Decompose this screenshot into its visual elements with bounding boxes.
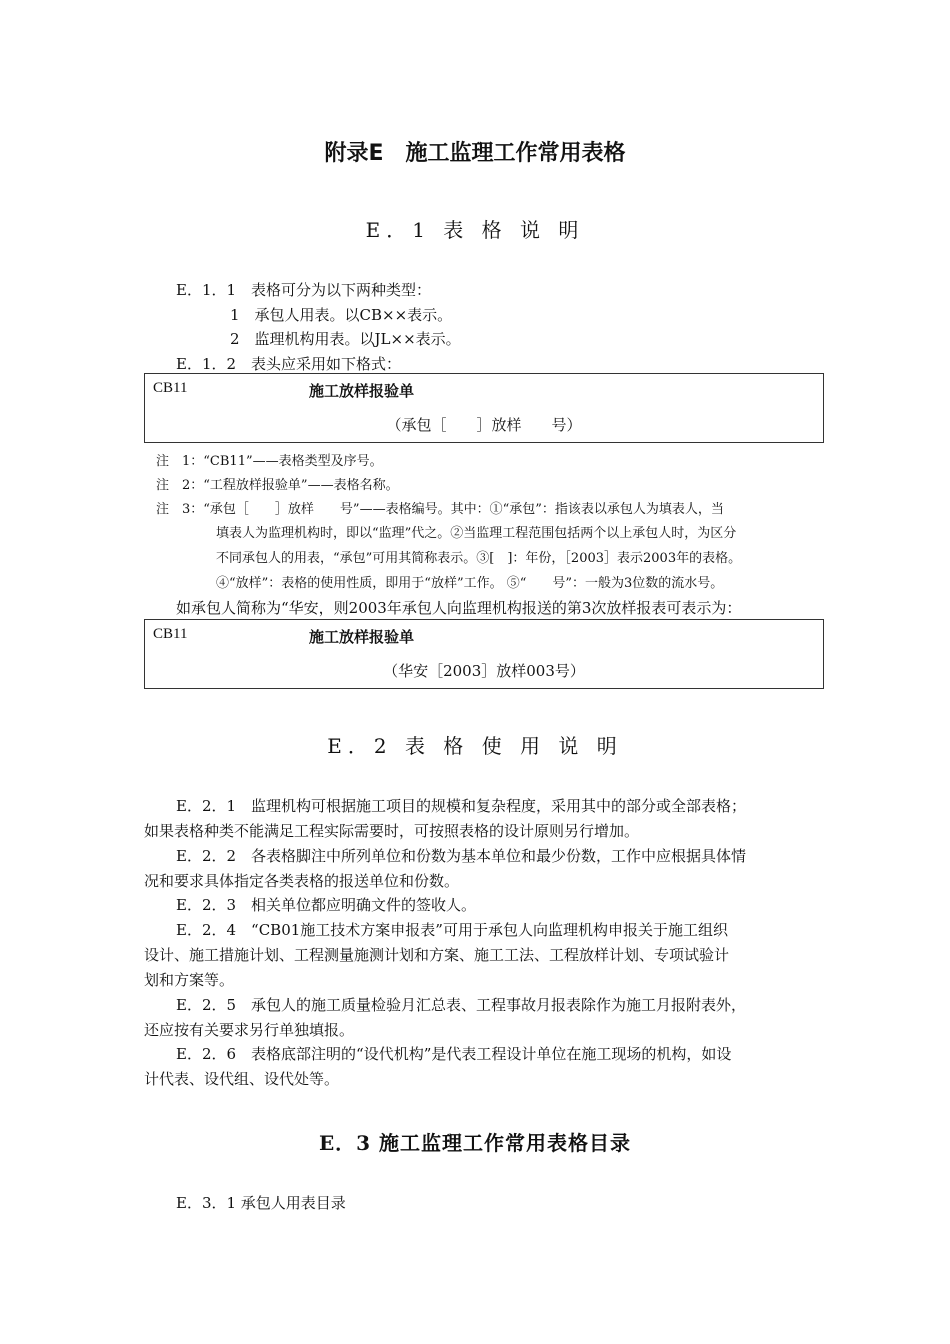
paragraph-line: E．2．5 承包人的施工质量检验月汇总表、工程事故月报表除作为施工月报附表外， xyxy=(176,996,747,1014)
note-3-cont: 不同承包人的用表，“承包”可用其简称表示。③[ ]：年份，［2003］表示2003年的表格。 xyxy=(216,551,742,566)
example-text: 如承包人简称为“华安，则2003年承包人向监理机构报送的第3次放样报表可表示为： xyxy=(176,599,742,617)
note-2: 注 2：“工程放样报验单”——表格名称。 xyxy=(156,478,399,493)
paragraph-line: E．2．3 相关单位都应明确文件的签收人。 xyxy=(176,896,477,914)
form-title: 施工放样报验单 xyxy=(309,382,415,400)
form-header-filled-box xyxy=(144,619,824,689)
form-title: 施工放样报验单 xyxy=(309,628,415,646)
paragraph-line: 况和要求具体指定各类表格的报送单位和份数。 xyxy=(144,872,460,890)
form-code: CB11 xyxy=(153,626,188,642)
clause-e12: E．1．2 表头应采用如下格式： xyxy=(176,355,402,373)
paragraph-line: 划和方案等。 xyxy=(144,971,235,989)
section-heading-e2: E．2 表 格 使 用 说 明 xyxy=(327,734,623,758)
note-1: 注 1：“CB11”——表格类型及序号。 xyxy=(156,454,383,469)
paragraph-line: 设计、施工措施计划、工程测量施测计划和方案、施工工法、工程放样计划、专项试验计 xyxy=(144,946,730,964)
paragraph-line: 还应按有关要求另行单独填报。 xyxy=(144,1021,355,1039)
note-3-cont: 填表人为监理机构时，即以“监理”代之。②当监理工程范围包括两个以上承包人时，为区分 xyxy=(216,526,737,541)
paragraph-line: E．2．1 监理机构可根据施工项目的规模和复杂程度，采用其中的部分或全部表格； xyxy=(176,797,747,815)
list-item: 1 承包人用表。以CB××表示。 xyxy=(230,306,453,324)
paragraph-line: 如果表格种类不能满足工程实际需要时，可按照表格的设计原则另行增加。 xyxy=(144,822,640,840)
form-header-example-box xyxy=(144,373,824,443)
paragraph-line: E．2．2 各表格脚注中所列单位和份数为基本单位和最少份数，工作中应根据具体情 xyxy=(176,847,747,865)
note-3-cont: ④“放样”：表格的使用性质，即用于“放样”工作。 ⑤“ 号”：一般为3位数的流水号。 xyxy=(216,576,724,591)
clause-e31: E．3．1 承包人用表目录 xyxy=(176,1194,346,1212)
section-heading-e3: E．3 施工监理工作常用表格目录 xyxy=(318,1131,632,1155)
section-heading-e1: E．1 表 格 说 明 xyxy=(365,218,585,242)
page-title: 附录E 施工监理工作常用表格 xyxy=(324,141,626,166)
clause-e11: E．1．1 表格可分为以下两种类型： xyxy=(176,281,432,299)
form-number: （承包［ ］放样 号） xyxy=(386,416,582,434)
paragraph-line: E．2．4 “CB01施工技术方案申报表”可用于承包人向监理机构申报关于施工组织 xyxy=(176,921,728,939)
paragraph-line: 计代表、设代组、设代处等。 xyxy=(144,1070,340,1088)
note-3: 注 3：“承包［ ］放样 号”——表格编号。其中：①“承包”：指该表以承包人为填表人，当 xyxy=(156,502,724,517)
paragraph-line: E．2．6 表格底部注明的“设代机构”是代表工程设计单位在施工现场的机构，如设 xyxy=(176,1045,732,1063)
form-code: CB11 xyxy=(153,380,188,396)
form-number: （华安［2003］放样003号） xyxy=(383,662,585,680)
list-item: 2 监理机构用表。以JL××表示。 xyxy=(230,330,461,348)
